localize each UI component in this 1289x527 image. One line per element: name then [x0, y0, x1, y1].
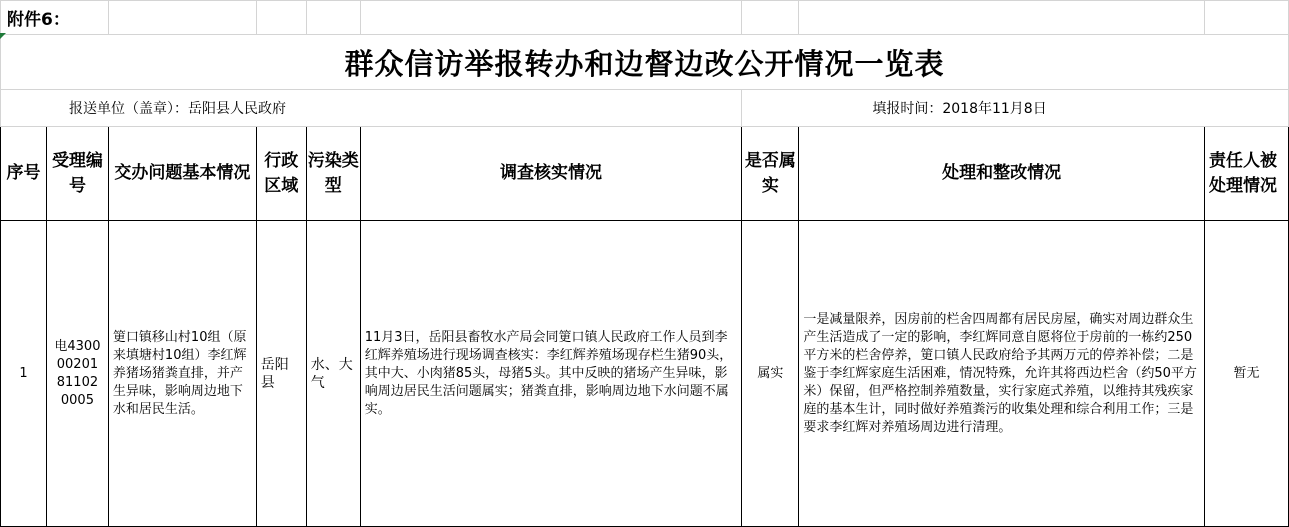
header-case-no: 受理编号	[46, 127, 108, 221]
cell-handling: 一是减量限养，因房前的栏舍四周都有居民房屋，确实对周边群众生产生活造成了一定的影响，李红辉同意自愿将位于房前的一栋约250平方米的栏舍停养，筻口镇人民政府给予其两万元的停养补偿；二是鉴于李红辉家庭生活困难，情况特殊，允许其将西边栏舍（约50平方米）保留，但严格控制养殖数量，实行家庭式养殖，以维持其残疾家庭的基本生计，同时做好养殖粪污的收集处理和综合利用工作；三是要求李红辉对养殖场周边进行清理。	[799, 221, 1205, 527]
cell-pollution: 水、大气	[306, 221, 360, 527]
cell-case-no: 电430000201811020005	[46, 221, 108, 527]
cell-selection-marker	[0, 33, 6, 39]
attachment-label: 附件6：	[1, 1, 109, 35]
header-accountability: 责任人被处理情况	[1204, 127, 1288, 221]
table-row	[1, 221, 1289, 527]
table-header-row	[1, 127, 1289, 221]
cell-verified: 属实	[742, 221, 799, 527]
report-unit: 报送单位（盖章）：岳阳县人民政府	[1, 90, 742, 127]
header-issue: 交办问题基本情况	[108, 127, 256, 221]
cell-issue: 筻口镇移山村10组（原来填塘村10组）李红辉养猪场猪粪直排，并产生异味，影响周边地下水和居民生活。	[108, 221, 256, 527]
cell-seq: 1	[1, 221, 47, 527]
page-title: 群众信访举报转办和边督边改公开情况一览表	[1, 35, 1289, 90]
header-investigation: 调查核实情况	[360, 127, 742, 221]
cell-region: 岳阳县	[256, 221, 306, 527]
header-verified: 是否属实	[742, 127, 799, 221]
report-date: 填报时间：2018年11月8日	[742, 90, 1289, 127]
header-pollution: 污染类型	[306, 127, 360, 221]
cell-accountability: 暂无	[1204, 221, 1288, 527]
header-region: 行政区域	[256, 127, 306, 221]
header-seq: 序号	[1, 127, 47, 221]
header-handling: 处理和整改情况	[799, 127, 1205, 221]
cell-investigation: 11月3日，岳阳县畜牧水产局会同筻口镇人民政府工作人员到李红辉养殖场进行现场调查核实：李红辉养殖场现存栏生猪90头，其中大、小肉猪85头，母猪5头。其中反映的猪场产生异味，影响周边居民生活问题属实；猪粪直排，影响周边地下水问题不属实。	[360, 221, 742, 527]
